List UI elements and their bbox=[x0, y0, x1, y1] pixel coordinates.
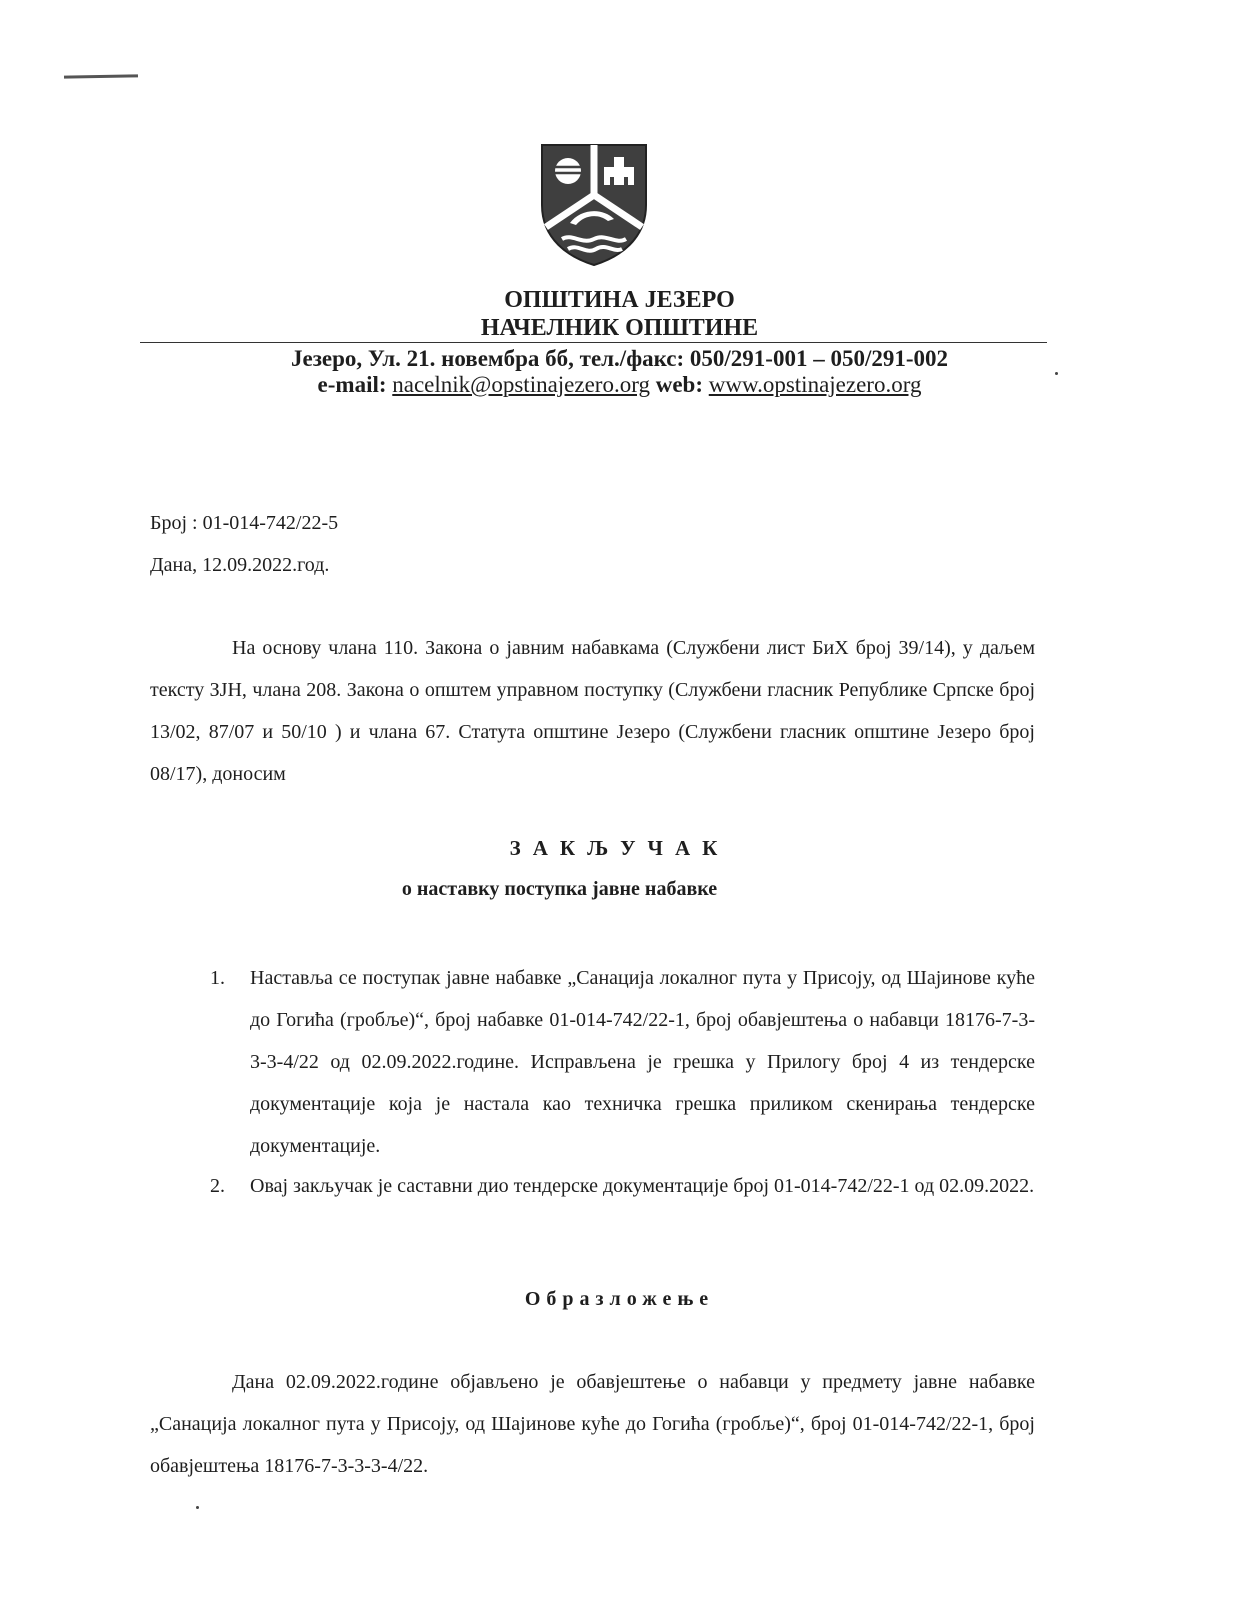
list-item bbox=[210, 957, 1035, 1167]
email-link[interactable]: nacelnik@opstinajezero.org bbox=[392, 372, 650, 397]
list-item bbox=[210, 1165, 1035, 1207]
coat-of-arms-icon bbox=[540, 143, 648, 267]
email-label: e-mail: bbox=[317, 372, 387, 397]
document-date: Дана, 12.09.2022.год. bbox=[150, 554, 330, 576]
conclusion-list bbox=[210, 957, 1035, 1167]
list-item-number: 2. bbox=[210, 1175, 225, 1197]
address-line: Језеро, Ул. 21. новембра бб, тел./факс: 050/291-001 – 050/291-002 bbox=[290, 346, 949, 371]
scan-speck bbox=[196, 1506, 199, 1509]
conclusion-list-continued bbox=[210, 1165, 1035, 1207]
office-name: НАЧЕЛНИК ОПШТИНЕ bbox=[480, 315, 759, 341]
web-link[interactable]: www.opstinajezero.org bbox=[708, 372, 922, 397]
intro-paragraph: На основу члана 110. Закона о јавним набавкама (Службени лист БиХ број 39/14), у даљем тексту ЗЈН, члана 208. Закона о општем управном поступку (Службени гласник Републике Српске број 13/02, 87/07 и 50/10 ) и члана 67. Статута општине Језеро (Службени гласник општине Језеро број 08/17), доносим bbox=[150, 637, 1035, 785]
list-item-text: Наставља се поступак јавне набавке „Санација локалног пута у Присоју, од Шајинове куће до Гогића (гробље)“, број набавке 01-014-742/22-1, број обавјештења о набавци 18176-7-3-3-3-4/22 од 02.09.2022.године. Исправљена је грешка у Прилогу број 4 из тендерске документације која је настала као техничка грешка приликом скенирања тендерске документације. bbox=[250, 967, 1035, 1157]
reasoning-title: Образложење bbox=[524, 1288, 715, 1310]
header-divider bbox=[140, 342, 1047, 343]
document-number: Број : 01-014-742/22-5 bbox=[150, 512, 339, 534]
list-item-text: Овај закључак је саставни дио тендерске документације број 01-014-742/22-1 од 02.09.2022. bbox=[250, 1175, 1035, 1197]
municipality-name: ОПШТИНА ЈЕЗЕРО bbox=[504, 287, 735, 313]
conclusion-title: ЗАКЉУЧАК bbox=[509, 836, 730, 860]
conclusion-subtitle: о наставку поступка јавне набавке bbox=[401, 878, 718, 900]
reasoning-paragraph: Дана 02.09.2022.године објављено је обавјештење о набавци у предмету јавне набавке „Санација локалног пута у Присоју, од Шајинове куће до Гогића (гробље)“, број 01-014-742/22-1, број обавјештења 18176-7-3-3-3-4/22. bbox=[150, 1371, 1035, 1477]
scan-artifact-line bbox=[64, 74, 138, 78]
list-item-number: 1. bbox=[210, 967, 225, 989]
contact-line bbox=[0, 372, 1239, 398]
web-label: web: bbox=[655, 372, 703, 397]
